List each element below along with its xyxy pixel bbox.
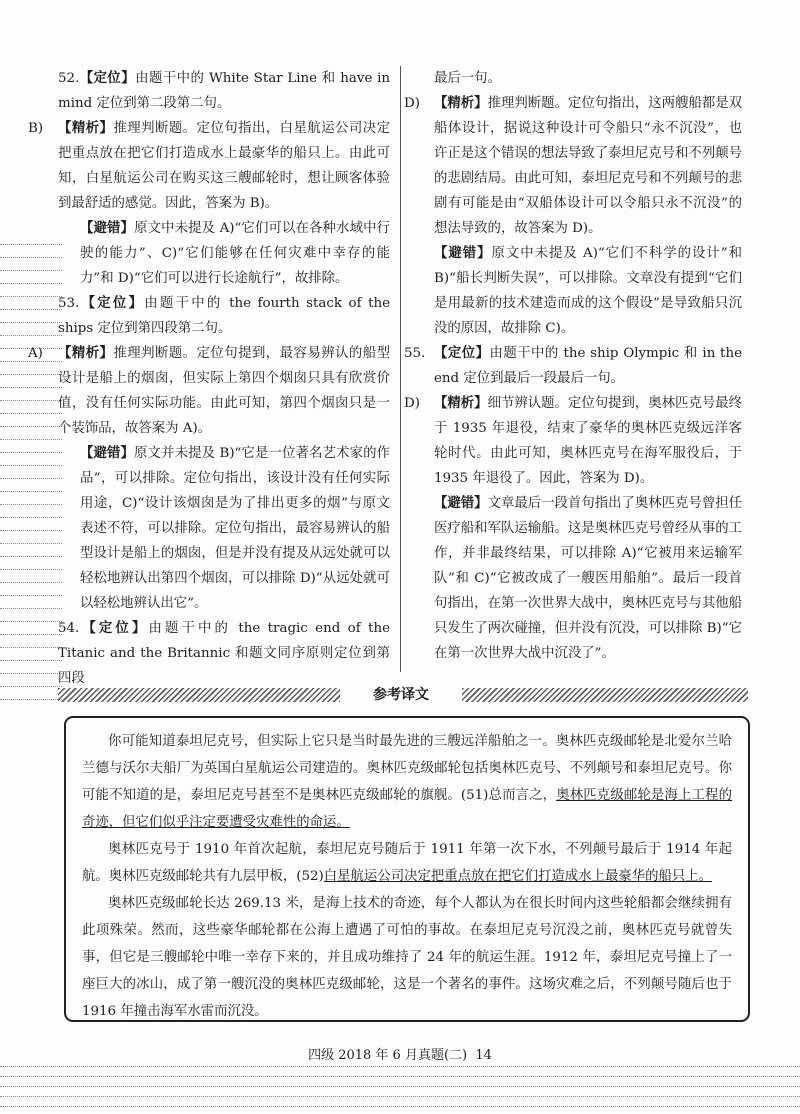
- dotted-line: [0, 283, 62, 284]
- q54-error-tag: 【避错】: [434, 245, 492, 261]
- dotted-line: [0, 621, 62, 622]
- q53-error-text: 原文并未提及 B)“它是一位著名艺术家的作品”，可以排除。定位句指出，该设计没有任何实际用途，C)“设计该烟囱是为了排出更多的烟”与原文表述不符，可以排除。定位句指出，最容易辨认的船型设计是船上的烟囱，但是并没有提及从远处就可以轻松地辨认出第四个烟囱，可以排除 D)“从远处就可以轻松地辨认出它”。: [80, 446, 391, 611]
- dotted-line: [0, 1096, 800, 1097]
- q54-locate-continued: [412, 66, 742, 91]
- dotted-line: [0, 647, 62, 648]
- translation-paragraph-3: [82, 890, 732, 1025]
- dotted-line: [0, 452, 62, 453]
- q53-error: [58, 441, 390, 616]
- dotted-line: [0, 608, 62, 609]
- q52-locate-text: 由题干中的 White Star Line 和 have in mind 定位到第二段第二句。: [58, 71, 391, 111]
- q52-answer: B): [28, 121, 44, 136]
- dotted-line: [0, 309, 62, 310]
- dotted-line: [0, 569, 62, 570]
- q53-analysis-tag: 【精析】: [58, 345, 114, 361]
- dotted-line: [0, 374, 62, 375]
- dotted-line: [0, 699, 62, 700]
- hatch-decoration-right: [462, 688, 748, 702]
- dotted-line: [0, 1076, 800, 1077]
- q52-locate-tag: 【定位】: [79, 70, 136, 86]
- dotted-line: [0, 686, 62, 687]
- left-column: [28, 66, 391, 691]
- right-column: [404, 66, 743, 666]
- dotted-line: [0, 543, 62, 544]
- dotted-line: [0, 335, 62, 336]
- translation-p2-underlined: 白星航运公司决定把重点放在把它们打造成水上最豪华的船只上。: [323, 869, 713, 884]
- translation-p2-text: 奥林匹克号于 1910 年首次起航，泰坦尼克号随后于 1911 年第一次下水，不列颠号最后于 1914 年起航。奥林匹克级邮轮共有九层甲板，(52): [82, 842, 732, 884]
- q53-locate-text: 由题干中的 the fourth stack of the ships 定位到第四段第二句。: [58, 296, 390, 336]
- translation-box: [64, 716, 750, 1022]
- dotted-line: [0, 244, 62, 245]
- dotted-line: [0, 634, 62, 635]
- q52-analysis: [28, 116, 391, 216]
- q54-error: [412, 241, 742, 341]
- page-number: 14: [475, 1048, 492, 1063]
- dotted-line: [0, 387, 62, 388]
- q55-analysis: [404, 391, 743, 491]
- translation-p1-underlined: 奥林匹克级邮轮是海上工程的奇迹，但它们似乎注定要遭受灾难性的命运。: [82, 788, 732, 830]
- dotted-line: [0, 504, 62, 505]
- q55-answer: D): [404, 396, 420, 411]
- q52-error-text: 原文中未提及 A)“它们可以在各种水域中行驶的能力”、C)“它们能够在任何灾难中幸存的能力”和 D)“它们可以进行长途航行”，故排除。: [80, 221, 391, 286]
- reference-title: 参考译文: [346, 684, 456, 706]
- dotted-line: [0, 270, 62, 271]
- footer-exam-title: 四级 2018 年 6 月真题(二): [308, 1048, 468, 1063]
- q52-error-tag: 【避错】: [80, 220, 135, 236]
- translation-paragraph-2: [82, 836, 732, 890]
- dotted-line: [0, 465, 62, 466]
- dotted-line: [0, 322, 62, 323]
- dotted-line: [0, 400, 62, 401]
- q53-error-tag: 【避错】: [80, 445, 135, 461]
- q53-answer: A): [28, 346, 43, 361]
- dotted-line: [0, 478, 62, 479]
- dotted-line: [0, 1066, 800, 1067]
- q53-locate-tag: 【定位】: [79, 295, 145, 311]
- q54-continued-text: 最后一句。: [434, 71, 501, 86]
- dotted-line: [0, 660, 62, 661]
- q55-analysis-text: 细节辨认题。定位句提到，奥林匹克号最终于 1935 年退役，结束了豪华的奥林匹克级远洋客轮时代。由此可知，奥林匹克号在海军服役后，于 1935 年退役了。因此，答案为 D)。: [434, 396, 743, 486]
- q53-analysis-text: 推理判断题。定位句提到，最容易辨认的船型设计是船上的烟囱，但实际上第四个烟囱只具有欣赏价值，没有任何实际功能。由此可知，第四个烟囱只是一个装饰品，故答案为 A)。: [58, 346, 391, 436]
- q54-number: 54.: [58, 621, 80, 636]
- q55-error: [412, 491, 742, 666]
- dotted-line: [0, 595, 62, 596]
- q54-analysis-text: 推理判断题。定位句指出，这两艘船都是双船体设计，据说这种设计可令船只“永不沉没”，也许正是这个错误的想法导致了泰坦尼克号和不列颠号的悲剧结局。由此可知，泰坦尼克号和不列颠号的悲剧有可能是由“双船体设计可以令船只永不沉没”的想法导致的，故答案为 D)。: [434, 96, 743, 236]
- translation-paragraph-1: [82, 728, 732, 836]
- q55-analysis-tag: 【精析】: [434, 395, 488, 411]
- q55-error-tag: 【避错】: [434, 495, 488, 511]
- q53-locate: [58, 291, 390, 341]
- dotted-line: [0, 296, 62, 297]
- dotted-line: [0, 439, 62, 440]
- q55-error-text: 文章最后一段首句指出了奥林匹克号曾担任医疗船和军队运输船。这是奥林匹克号曾经从事的工作，并非最终结果，可以排除 A)“它被用来运输军队”和 C)“它被改成了一艘医用船舶”。最后一段首句指出，在第一次世界大战中，奥林匹克号与其他船只发生了两次碰撞，但并没有沉没，可以排除 B)“它在第一次世界大战中沉没了”。: [434, 496, 743, 661]
- q54-answer: D): [404, 96, 420, 111]
- q54-locate-text: 由题干中的 the tragic end of the Titanic and the Britannic 和题文同序原则定位到第四段: [58, 621, 390, 686]
- dotted-line: [0, 556, 62, 557]
- dotted-line: [0, 426, 62, 427]
- reference-header-bar: [58, 684, 748, 706]
- dotted-line: [0, 1106, 800, 1107]
- dotted-line: [0, 257, 62, 258]
- q55-locate-text: 由题干中的 the ship Olympic 和 in the end 定位到最后一段最后一句。: [434, 346, 742, 386]
- q54-analysis: [404, 91, 743, 241]
- q54-error-text: 原文中未提及 A)“它们不科学的设计”和 B)“船长判断失误”，可以排除。文章没有提到“它们是用最新的技术建造而成的这个假设”是导致船只沉没的原因，故排除 C)。: [434, 246, 743, 336]
- dotted-line: [0, 673, 62, 674]
- q53-analysis: [28, 341, 391, 441]
- translation-p1-text: 你可能知道泰坦尼克号，但实际上它只是当时最先进的三艘远洋船舶之一。奥林匹克级邮轮是北爱尔兰哈兰德与沃尔夫船厂为英国白星航运公司建造的。奥林匹克级邮轮包括奥林匹克号、不列颠号和泰坦尼克号。你可能不知道的是，泰坦尼克号甚至不是奥林匹克级邮轮的旗舰。(51)总而言之，: [82, 734, 732, 803]
- dotted-line: [0, 413, 62, 414]
- dotted-line: [0, 1086, 800, 1087]
- q52-locate: [58, 66, 390, 116]
- q54-locate: [58, 616, 390, 691]
- q55-number: 55.: [404, 346, 426, 361]
- dotted-line: [0, 530, 62, 531]
- q54-locate-tag: 【定位】: [79, 620, 149, 636]
- dotted-line: [0, 517, 62, 518]
- q52-analysis-tag: 【精析】: [58, 120, 114, 136]
- q52-error: [58, 216, 390, 291]
- q52-analysis-text: 推理判断题。定位句指出，白星航运公司决定把重点放在把它们打造成水上最豪华的船只上。由此可知，白星航运公司在购买这三艘邮轮时，想让顾客体验到最舒适的感觉。因此，答案为 B)。: [58, 121, 391, 211]
- translation-p3-text: 奥林匹克级邮轮长达 269.13 米，是海上技术的奇迹，每个人都认为在很长时间内这些轮船都会继续拥有此项殊荣。然而，这些豪华邮轮都在公海上遭遇了可怕的事故。在泰坦尼克号沉没之前，奥林匹克号就曾失事，但它是三艘邮轮中唯一幸存下来的，并且成功维持了 24 年的航运生涯。1912 年，泰坦尼克号撞上了一座巨大的冰山，成了第一艘沉没的奥林匹克级邮轮，这是一个著名的事件。这场灾难之后，不列颠号随后也于 1916 年撞击海军水雷而沉没。: [82, 896, 732, 1019]
- dotted-line: [0, 491, 62, 492]
- column-divider: [400, 66, 401, 672]
- q52-number: 52.: [58, 71, 80, 86]
- page-footer: [0, 1044, 800, 1063]
- hatch-decoration-left: [58, 688, 340, 702]
- q55-locate: [404, 341, 742, 391]
- q53-number: 53.: [58, 296, 80, 311]
- dotted-line: [0, 582, 62, 583]
- q54-analysis-tag: 【精析】: [434, 95, 488, 111]
- q55-locate-tag: 【定位】: [434, 345, 490, 361]
